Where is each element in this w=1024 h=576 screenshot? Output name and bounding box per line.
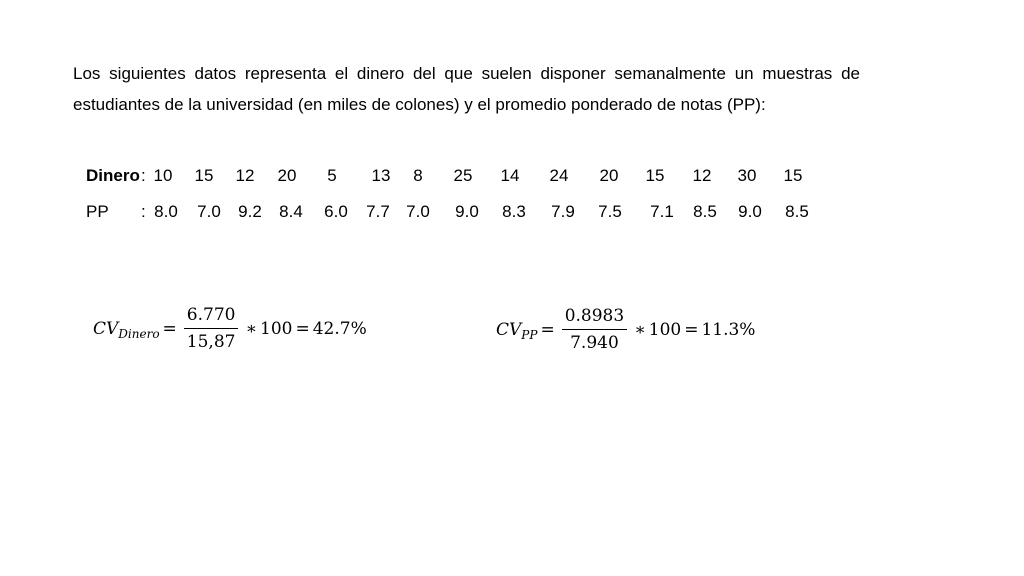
value-cell: 8 xyxy=(413,166,423,185)
row-separator: : xyxy=(141,202,146,221)
value-cell: 8.5 xyxy=(693,202,717,221)
value-cell: 8.4 xyxy=(279,202,303,221)
cv-symbol: CV xyxy=(496,319,522,340)
value-cell: 30 xyxy=(737,166,757,185)
value-cell: 10 xyxy=(153,166,173,185)
fraction xyxy=(184,305,239,352)
value-cell: 25 xyxy=(453,166,473,185)
value-cell: 13 xyxy=(371,166,391,185)
value-cell: 7.0 xyxy=(197,202,221,221)
cv-subscript: Dinero xyxy=(118,326,160,341)
value-cell: 8.3 xyxy=(502,202,526,221)
value-cell: 8.5 xyxy=(785,202,809,221)
value-cell: 7.5 xyxy=(598,202,622,221)
equals-sign: = xyxy=(295,318,310,339)
fraction-numerator: 0.8983 xyxy=(564,306,625,326)
value-cell: 6.0 xyxy=(324,202,348,221)
intro-paragraph: Los siguientes datos representa el dinero del que suelen disponer semanalmente un muestras de estudiantes de la universidad (en miles de colones) y el promedio ponderado de notas (PP): xyxy=(73,64,860,114)
value-cell: 20 xyxy=(599,166,619,185)
factor: 100 xyxy=(260,318,293,339)
value-cell: 7.0 xyxy=(406,202,430,221)
row-label-dinero: Dinero xyxy=(86,166,140,185)
value-cell: 7.7 xyxy=(366,202,390,221)
fraction-denominator: 15,87 xyxy=(186,332,236,352)
value-cell: 9.2 xyxy=(238,202,262,221)
cv-symbol: CV xyxy=(93,318,119,339)
equals-sign: = xyxy=(684,319,699,340)
row-label-pp: PP xyxy=(86,202,109,221)
result: 11.3% xyxy=(701,319,756,340)
value-cell: 9.0 xyxy=(455,202,479,221)
equals-sign: = xyxy=(540,319,555,340)
value-cell: 9.0 xyxy=(738,202,762,221)
row-separator: : xyxy=(141,166,146,185)
multiply-sign: ∗ xyxy=(245,318,258,339)
value-cell: 12 xyxy=(692,166,712,185)
fraction-numerator: 6.770 xyxy=(186,305,236,325)
fraction-denominator: 7.940 xyxy=(570,333,619,353)
value-cell: 5 xyxy=(327,166,337,185)
value-cell: 15 xyxy=(645,166,665,185)
multiply-sign: ∗ xyxy=(634,319,646,340)
value-cell: 8.0 xyxy=(154,202,178,221)
formula-cv-pp xyxy=(496,306,755,353)
equals-sign: = xyxy=(162,318,177,339)
factor: 100 xyxy=(648,319,682,340)
value-cell: 12 xyxy=(235,166,255,185)
value-cell: 20 xyxy=(277,166,297,185)
value-cell: 15 xyxy=(194,166,214,185)
value-cell: 24 xyxy=(549,166,569,185)
cv-subscript: PP xyxy=(521,327,538,342)
value-cell: 14 xyxy=(500,166,520,185)
formula-cv-dinero xyxy=(93,305,367,352)
result: 42.7% xyxy=(312,318,367,339)
fraction xyxy=(562,306,627,353)
value-cell: 15 xyxy=(783,166,803,185)
value-cell: 7.9 xyxy=(551,202,575,221)
value-cell: 7.1 xyxy=(650,202,674,221)
